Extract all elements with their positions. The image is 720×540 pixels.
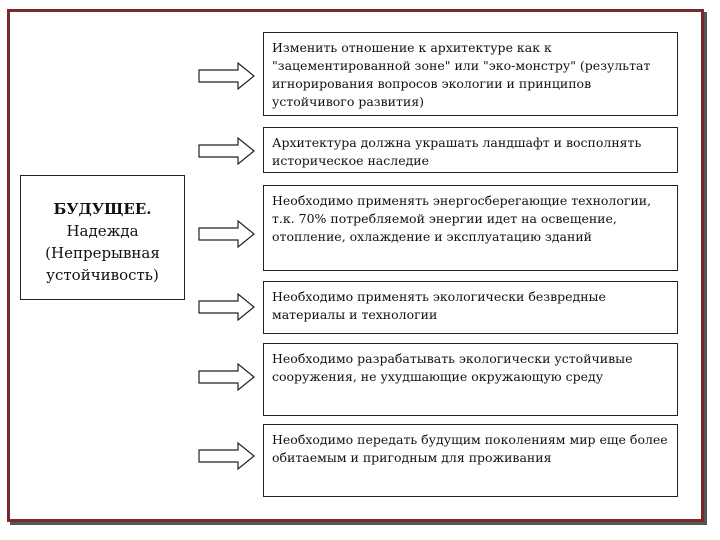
continuous-label: (Непрерывная [45, 244, 160, 262]
statement-text-3: Необходимо применять энергосберегающие технологии, т.к. 70% потребляемой энергии идет на освещение, отопление, охлаждение и эксплуатацию зданий [272, 193, 652, 244]
statement-box-2 [263, 127, 678, 173]
statement-box-4 [263, 281, 678, 334]
sustainability-label: устойчивость) [46, 266, 159, 284]
statement-text-5: Необходимо разрабатывать экологически устойчивые сооружения, не ухудшающие окружающую среду [272, 351, 633, 384]
future-title: БУДУЩЕЕ. [53, 200, 152, 218]
arrow-icon-5 [198, 363, 256, 391]
hope-label: Надежда [66, 222, 139, 240]
statement-text-6: Необходимо передать будущим поколениям мир еще более обитаемым и пригодным для проживания [272, 432, 668, 465]
arrow-icon-3 [198, 220, 256, 248]
arrow-icon-6 [198, 442, 256, 470]
statement-text-2: Архитектура должна украшать ландшафт и восполнять историческое наследие [272, 135, 642, 168]
statement-text-4: Необходимо применять экологически безвредные материалы и технологии [272, 289, 606, 322]
statement-box-6 [263, 424, 678, 497]
statement-box-3 [263, 185, 678, 271]
future-hope-box [20, 175, 185, 300]
arrow-icon-4 [198, 293, 256, 321]
statement-box-5 [263, 343, 678, 416]
arrow-icon-1 [198, 62, 256, 90]
arrow-icon-2 [198, 137, 256, 165]
statement-box-1 [263, 32, 678, 116]
statement-text-1: Изменить отношение к архитектуре как к "зацементированной зоне" или "эко-монстру" (результат игнорирования вопросов экологии и принципов устойчивого развития) [272, 40, 651, 109]
